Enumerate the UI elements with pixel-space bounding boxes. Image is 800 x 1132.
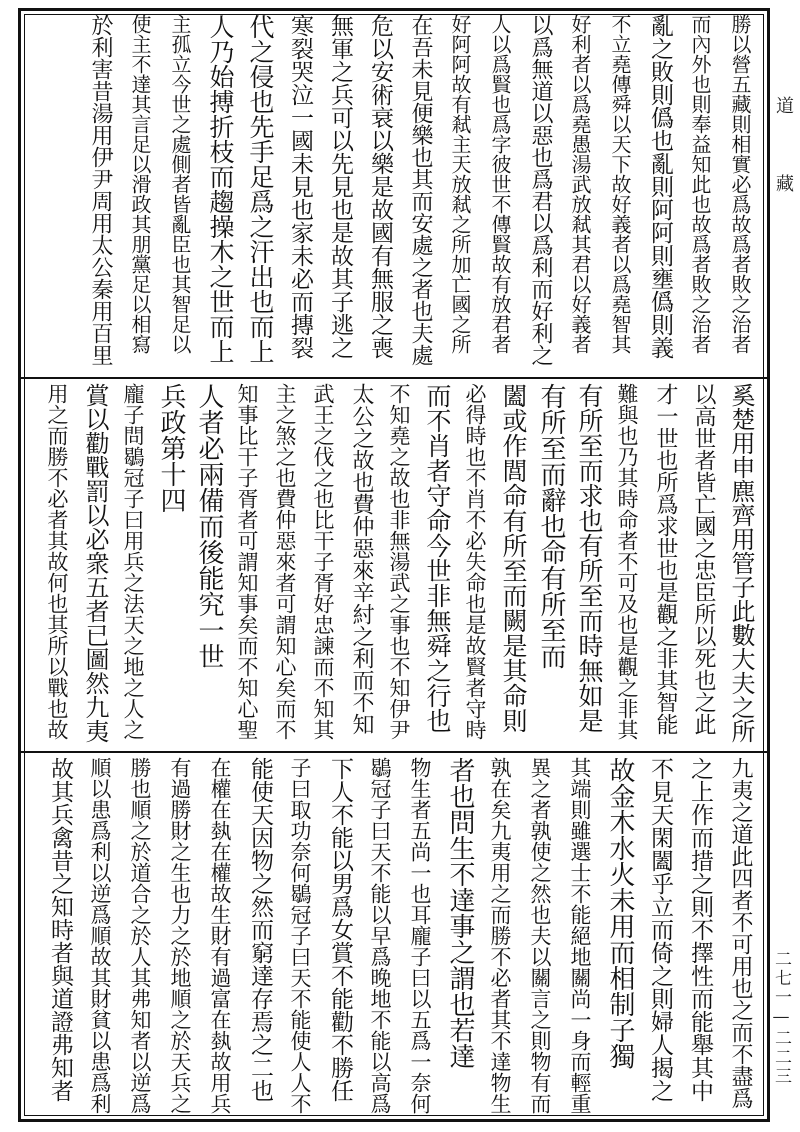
text-column: 主之煞之也費仲惡來者可謂知心矣而不	[273, 383, 297, 740]
text-column: 勝也順之於道合之於人其弗知者以逆爲	[128, 757, 152, 1114]
text-column: 以爲無道以惡也爲君以爲利而好利之	[528, 14, 553, 366]
text-column: 人者必兩備而後能究一世	[194, 383, 224, 669]
text-column: 而不肖者守命今世非無舜之行也	[423, 383, 452, 733]
text-column: 無軍之兵可以先見也是故其子逃之	[327, 14, 353, 359]
text-column: 有所至而辭也命有所至而	[536, 383, 566, 669]
text-column: 闔或作閭命有所至而闕是其命則	[499, 383, 528, 733]
text-column: 而內外也則奉益知此也故爲者敗之治者	[688, 14, 712, 354]
text-block-top	[30, 14, 760, 372]
text-column: 好阿阿故有弒主天放弒之所加亡國之所	[448, 14, 472, 354]
text-column: 勝以營五藏則相實必爲故爲者敗之治者	[728, 14, 752, 354]
text-column: 人以爲賢也爲字彼世不傳賢故有放君者	[488, 14, 512, 354]
text-column: 下人不能以男爲女賞不能勸不勝任	[327, 757, 353, 1102]
text-column: 故其兵禽昔之知時者與道證弗知者	[47, 757, 73, 1102]
text-column: 太公之故也費仲惡來辛紂之利而不知	[349, 383, 374, 735]
text-column: 亂之敗則僞也亂則阿阿則壅僞則義	[647, 14, 673, 359]
text-column: 在吾未見便樂也其而安處之者也夫處	[408, 14, 433, 366]
text-column: 物生者五尚一也耳龐子曰以五爲一奈何	[408, 757, 432, 1114]
text-block-middle	[30, 383, 760, 747]
text-column: 用之而勝不必者其故何也其所以戰也故	[45, 383, 69, 740]
text-column: 九夷之道此四者不可用也之而不盡爲	[728, 757, 753, 1109]
text-column: 者也問生不達事之謂也若達	[445, 757, 475, 1069]
text-column: 兵政第十四	[156, 383, 186, 513]
text-column: 不知堯之故也非無湯武之事也不知伊尹	[387, 383, 411, 740]
text-column: 龐子問鶡冠子曰用兵之法天之地之人之	[121, 383, 145, 740]
text-column: 有過勝財之生也力之於地順之於天兵之	[168, 757, 192, 1114]
text-block-bottom	[30, 757, 760, 1119]
text-column: 子曰取功奈何鶡冠子曰天不能使人人不	[288, 757, 312, 1114]
text-column: 人乃始搏折枝而趨操木之世而上	[206, 14, 235, 364]
text-column: 知事比干子胥者可謂知事矣而不知心聖	[235, 383, 259, 740]
text-column: 好利者以爲堯愚湯武放弒其君以好義者	[568, 14, 592, 354]
text-column: 故金木水火未用而相制子獨	[605, 757, 635, 1069]
page-number: 二七一—二二三	[771, 950, 791, 1086]
text-column: 代之侵也先手足爲之汗出也而上	[246, 14, 275, 364]
text-column: 寒裂哭泣一國未見也家未必而摶裂	[287, 14, 313, 359]
text-column: 賞以勸戰罰以必衆五者已圖然九夷	[81, 383, 109, 743]
margin-title: 道藏	[773, 96, 794, 252]
text-column: 主孤立今世之處側者皆亂臣也其智足以	[168, 14, 192, 354]
text-column: 不見天閑闔乎立而倚之則婦人揭之	[647, 757, 673, 1102]
text-column: 在權在埶在權故生財有過富在埶故用兵	[208, 757, 232, 1114]
text-column: 使主不達其言足以滑政其朋黨足以相寫	[128, 14, 152, 354]
text-column: 孰在矣九夷用之而勝不必者其不達物生	[488, 757, 512, 1114]
text-column: 才一世也所爲求世也是觀之非其智能	[653, 383, 678, 735]
text-column: 其端則雖選士不能絕地關尚一身而輕重	[568, 757, 592, 1114]
text-column: 必得時也不肖不必失命也是故賢者守時	[463, 383, 487, 740]
text-column: 能使天因物之然而窮達存焉之二也	[247, 757, 273, 1102]
text-column: 順以患爲利以逆爲順故其財貧以患爲利	[88, 757, 112, 1114]
text-column: 危以安術衰以樂是故國有無服之喪	[367, 14, 393, 359]
text-column: 有所至而求也有所至而時無如是	[575, 383, 604, 733]
text-column: 鶡冠子曰天不能以早爲晚地不能以高爲	[368, 757, 392, 1114]
text-column: 以高世者皆亡國之忠臣所以死也之此	[691, 383, 716, 735]
section-divider-2	[18, 751, 770, 753]
text-column: 武王之伐之也比干子胥好忠諫而不知其	[311, 383, 335, 740]
text-column: 異之者孰使之然也夫以關言之則物有而	[528, 757, 552, 1114]
text-column: 奚楚用申麃齊用管子此數大夫之所	[727, 383, 755, 743]
text-column: 難與也乃其時命者不可及也是觀之非其	[615, 383, 639, 740]
text-column: 不立堯傳舜以天下故好義者以爲堯智其	[608, 14, 632, 354]
text-column: 之上作而措之則不擇性而能舉其中	[687, 757, 713, 1102]
section-divider-1	[18, 377, 770, 379]
text-column: 於利害昔湯用伊尹周用太公秦用百里	[88, 14, 113, 366]
